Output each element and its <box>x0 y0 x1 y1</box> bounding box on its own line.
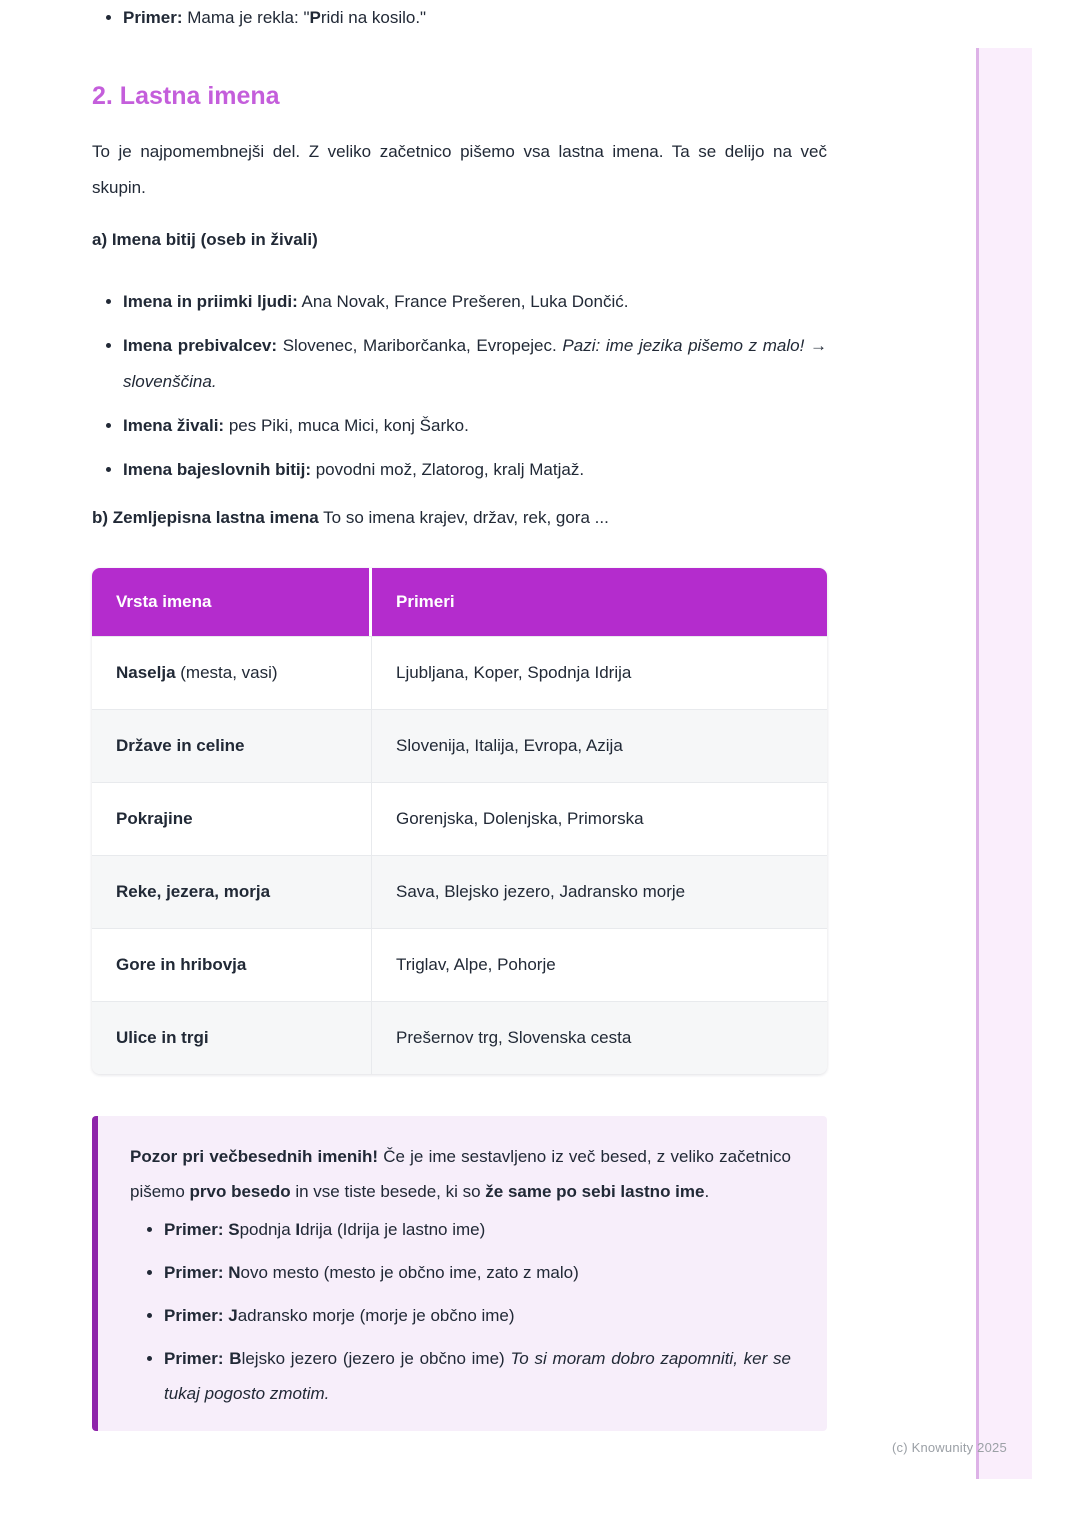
cell-examples: Gorenjska, Dolenjska, Primorska <box>372 782 827 855</box>
cell-examples: Prešernov trg, Slovenska cesta <box>372 1001 827 1074</box>
cell-examples: Ljubljana, Koper, Spodnja Idrija <box>372 636 827 709</box>
bullet-lead: Primer: <box>123 8 183 27</box>
list-item: • Primer: Spodnja Idrija (Idrija je lastno ime) <box>164 1212 791 1247</box>
warning-callout <box>92 1116 827 1431</box>
list-item: • Primer: Novo mesto (mesto je občno ime, zato z malo) <box>164 1255 791 1290</box>
document-page <box>92 0 827 1431</box>
intro-example-list <box>92 0 827 36</box>
subsection-a-heading: a) Imena bitij (oseb in živali) <box>92 230 318 249</box>
column-header-type: Vrsta imena <box>92 568 372 636</box>
list-item: • Imena bajeslovnih bitij: povodni mož, Zlatorog, kralj Matjaž. <box>123 452 827 488</box>
geographic-names-table <box>92 568 827 1074</box>
watermark: (c) Knowunity 2025 <box>892 1440 1007 1455</box>
cell-type: Reke, jezera, morja <box>92 855 372 928</box>
cell-examples: Triglav, Alpe, Pohorje <box>372 928 827 1001</box>
cell-type: Gore in hribovja <box>92 928 372 1001</box>
callout-example-list <box>130 1212 791 1411</box>
cell-type: Pokrajine <box>92 782 372 855</box>
list-item: • Imena živali: pes Piki, muca Mici, konj Šarko. <box>123 408 827 444</box>
section-intro-paragraph: To je najpomembnejši del. Z veliko začetnico pišemo vsa lastna imena. Ta se delijo na več skupin. <box>92 142 827 197</box>
example-bullet: • Primer: Mama je rekla: "Pridi na kosilo." <box>123 0 827 36</box>
cell-type: Ulice in trgi <box>92 1001 372 1074</box>
table-row <box>92 855 827 928</box>
cell-type: Države in celine <box>92 709 372 782</box>
column-header-examples: Primeri <box>372 568 827 636</box>
list-item: • Primer: Jadransko morje (morje je občno ime) <box>164 1298 791 1333</box>
table-header-row <box>92 568 827 636</box>
section-heading: 2. Lastna imena <box>92 82 280 110</box>
cell-type: Naselja (mesta, vasi) <box>92 636 372 709</box>
beings-names-list <box>92 284 827 488</box>
list-item: • Primer: Blejsko jezero (jezero je občno ime) To si moram dobro zapomniti, ker se tukaj pogosto zmotim. <box>164 1341 791 1411</box>
cell-examples: Slovenija, Italija, Evropa, Azija <box>372 709 827 782</box>
table-row <box>92 709 827 782</box>
table-row <box>92 636 827 709</box>
subsection-b-heading: b) Zemljepisna lastna imena To so imena krajev, držav, rek, gora ... <box>92 508 609 527</box>
cell-examples: Sava, Blejsko jezero, Jadransko morje <box>372 855 827 928</box>
table-row <box>92 782 827 855</box>
list-item: • Imena prebivalcev: Slovenec, Mariborčanka, Evropejec. Pazi: ime jezika pišemo z malo! → slovenščina. <box>123 328 827 400</box>
page-edge-strip <box>976 48 1032 1479</box>
callout-lead-paragraph: Pozor pri večbesednih imenih! Če je ime sestavljeno iz več besed, z veliko začetnico pišemo prvo besedo in vse tiste besede, ki so že same po sebi lastno ime. <box>130 1147 791 1201</box>
list-item: • Imena in priimki ljudi: Ana Novak, France Prešeren, Luka Dončić. <box>123 284 827 320</box>
table-row <box>92 928 827 1001</box>
table-row <box>92 1001 827 1074</box>
